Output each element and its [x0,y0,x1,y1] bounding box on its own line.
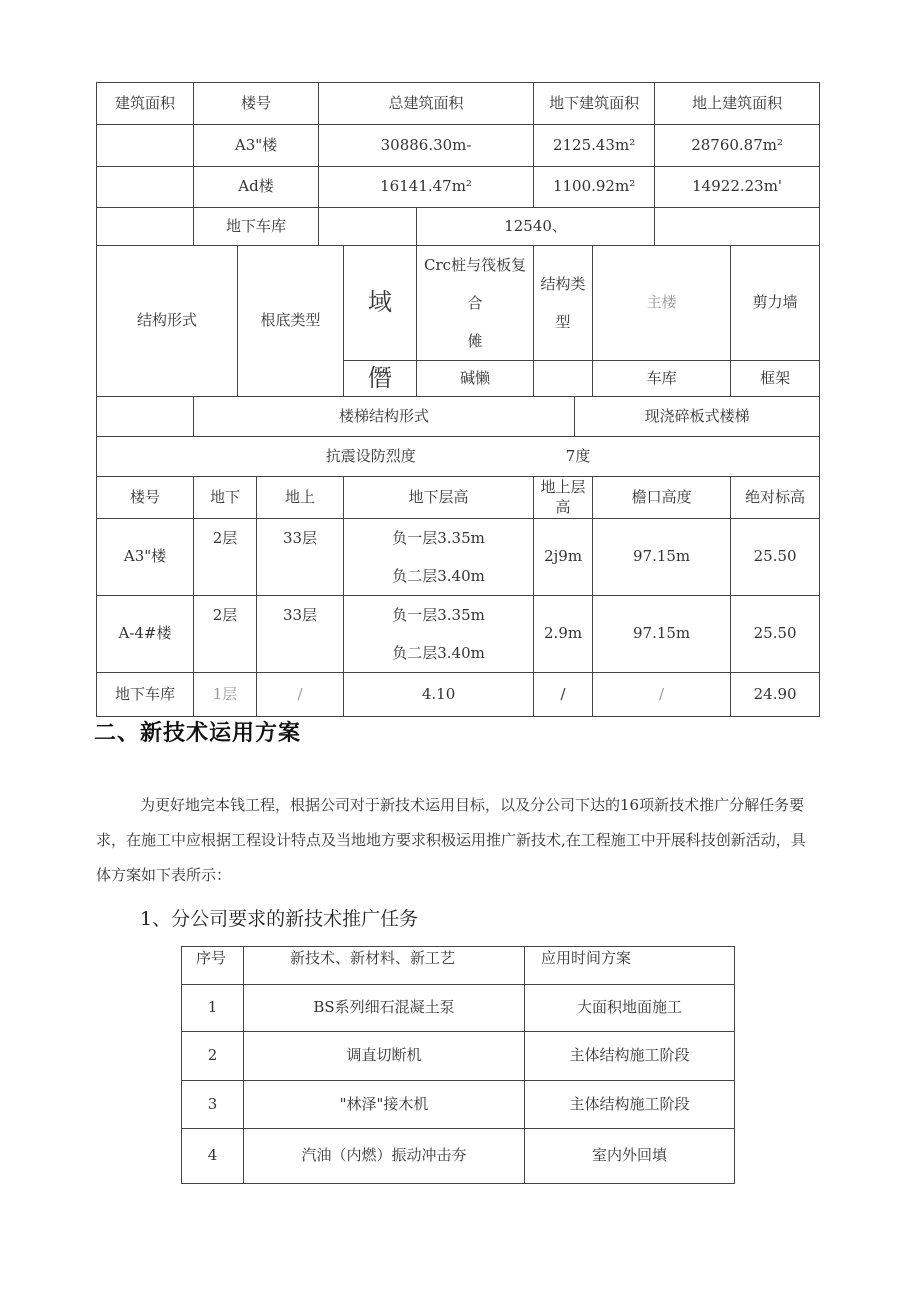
building-info-table [96,82,820,717]
table-header-cell: 新技术、新材料、新工艺 [244,947,525,985]
table-cell [655,208,820,246]
table-cell: Ad楼 [194,167,319,208]
table-cell: 16141.47m² [319,167,534,208]
table-cell [319,208,417,246]
table-cell: 33层 [257,596,344,673]
table-cell: 室内外回填 [525,1129,735,1184]
table-row [97,208,820,246]
struct-type-label: 结构类型 [534,246,593,361]
table-cell: 2层 [194,596,257,673]
table-cell: 2125.43m² [534,125,655,167]
table-cell [97,167,194,208]
table-row [97,83,820,125]
pile-type-line2: 傩 [467,332,483,350]
table-cell: 主体结构施工阶段 [525,1081,735,1129]
table-cell: 2层 [194,519,257,596]
table-header-cell: 地下层高 [344,477,534,519]
frame-cell: 框架 [731,361,820,397]
height-line2: 负二层3.40m [392,567,485,585]
stair-label: 楼梯结构形式 [194,397,575,437]
table-cell: / [534,673,593,717]
empty-cell [97,397,194,437]
height-line1: 负一层3.35m [392,606,485,624]
table-cell: 地下建筑面积 [534,83,655,125]
body-paragraph: 为更好地完本钱工程，根据公司对于新技术运用目标，以及分公司下达的16项新技术推广分解任务要求，在施工中应根据工程设计特点及当地地方要求积极运用推广新技术,在工程施工中开展科技创新活动，具体方案如下表所示： [96,796,806,884]
stair-value: 现浇碎板式楼梯 [575,397,820,437]
table-cell: 1层 [194,673,257,717]
table-cell: / [257,673,344,717]
table-header-cell: 檐口高度 [593,477,731,519]
table-cell: 汽油（内燃）振动冲击夯 [244,1129,525,1184]
table-cell [97,208,194,246]
table-cell: A3"楼 [194,125,319,167]
table-row [97,477,820,519]
table-row [97,167,820,208]
table-cell: 大面积地面施工 [525,985,735,1032]
table-cell: 地下车库 [194,208,319,246]
table-cell: 2j9m [534,519,593,596]
table-header-cell: 绝对标高 [731,477,820,519]
table-cell: 建筑面积 [97,83,194,125]
base-type-label: 根底类型 [238,246,344,397]
table-cell: A3"楼 [97,519,194,596]
table-cell: 25.50 [731,519,820,596]
char-cell-2: 僭 [344,361,417,397]
table-row [97,673,820,717]
table-cell: 主体结构施工阶段 [525,1032,735,1081]
subsection-title: 1、分公司要求的新技术推广任务 [140,908,419,930]
table-cell: "林泽"接木机 [244,1081,525,1129]
table-cell: 97.15m [593,596,731,673]
table-cell: 总建筑面积 [319,83,534,125]
table-cell: 97.15m [593,519,731,596]
section-title: 二、新技术运用方案 [94,721,302,746]
height-line2: 负二层3.40m [392,644,485,662]
garage-cell: 车库 [593,361,731,397]
table-cell: 地上建筑面积 [655,83,820,125]
table-row [182,1032,735,1081]
table-row [182,1129,735,1184]
height-line1: 负一层3.35m [392,529,485,547]
table-cell: 2 [182,1032,244,1081]
table-row [182,1081,735,1129]
table-row [97,519,820,596]
new-tech-table [181,946,735,1184]
table-header-cell: 地上层高 [534,477,593,519]
table-row [97,596,820,673]
seismic-cell [97,437,820,477]
table-cell: 33层 [257,519,344,596]
table-row [97,397,820,437]
table-cell: 3 [182,1081,244,1129]
table-header-cell: 应用时间方案 [525,947,735,985]
seismic-label: 抗震设防烈度 [325,446,416,465]
table-header-cell: 地上 [257,477,344,519]
table-row [97,437,820,477]
table-row [182,947,735,985]
pile-type-cell [417,246,534,361]
table-cell: 14922.23m' [655,167,820,208]
table-row [182,985,735,1032]
table-cell: 30886.30m- [319,125,534,167]
shear-wall-cell: 剪力墙 [731,246,820,361]
table-cell: 28760.87m² [655,125,820,167]
table-cell [344,596,534,673]
table-cell: 24.90 [731,673,820,717]
table-cell: / [593,673,731,717]
pile-type-line1: Crc桩与筏板复合 [424,256,527,312]
table-header-cell: 楼号 [97,477,194,519]
table-cell: 楼号 [194,83,319,125]
table-cell [344,519,534,596]
table-cell: 4 [182,1129,244,1184]
main-building-cell: 主楼 [593,246,731,361]
table-cell: 12540、 [417,208,655,246]
empty-cell [534,361,593,397]
table-cell: 地下车库 [97,673,194,717]
struct-form-label: 结构形式 [97,246,238,397]
table-cell: 1100.92m² [534,167,655,208]
table-row [97,125,820,167]
char-cell-1: 域 [344,246,417,361]
table-cell: 1 [182,985,244,1032]
table-cell: 调直切断机 [244,1032,525,1081]
table-cell: 25.50 [731,596,820,673]
table-cell [97,125,194,167]
table-cell: A-4#楼 [97,596,194,673]
table-cell: BS系列细石混凝土泵 [244,985,525,1032]
table-cell: 4.10 [344,673,534,717]
type2-cell: 碱懒 [417,361,534,397]
seismic-value: 7度 [565,446,591,465]
table-header-cell: 地下 [194,477,257,519]
table-row [97,246,820,361]
table-header-cell: 序号 [182,947,244,985]
table-cell: 2.9m [534,596,593,673]
